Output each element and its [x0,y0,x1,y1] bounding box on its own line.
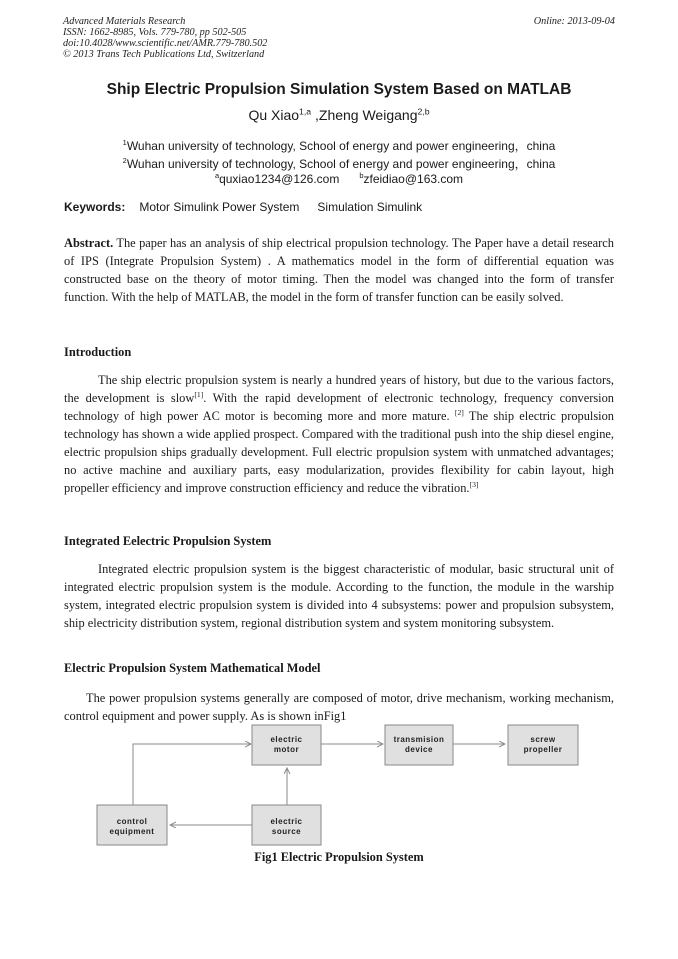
transmission-label-1: transmision [393,735,445,744]
affiliation-2-sup: 2 [122,156,127,165]
author-2: ,Zheng Weigang [311,107,418,123]
journal-issn: ISSN: 1662-8985, Vols. 779-780, pp 502-505 [63,27,247,38]
email-a: quxiao1234@126.com [219,172,340,186]
journal-doi: doi:10.4028/www.scientific.net/AMR.779-780.502 [63,38,268,49]
affiliation-2-text: Wuhan university of technology, School of energy and power engineering，china [126,157,556,171]
intro-text-1: The ship electric propulsion system is nearly a hundred years of history, but due to the various factors, the development is slow [64,373,614,405]
keywords [64,200,422,214]
transmission-device-box [385,725,453,765]
affiliation-2 [0,155,678,172]
abstract-text: The paper has an analysis of ship electrical propulsion technology. The Paper have a detail research of IPS (Integrate Propulsion System) . A mathematics model in the form of differential equation was constructed base on the theory of motor timing. Then the model was changed into the form of transfer function. With the help of MATLAB, the model in the form of transfer function can be easily solved. [64,236,614,304]
citation-1: [1] [194,389,204,399]
affiliation-1-text: Wuhan university of technology, School of energy and power engineering，china [126,139,556,153]
email-line [0,172,678,186]
source-label-1: electric [270,817,303,826]
propeller-label-1: screw [530,735,556,744]
figure-caption: Fig1 Electric Propulsion System [254,850,424,864]
model-heading: Electric Propulsion System Mathematical Model [64,661,321,675]
journal-header [63,16,267,60]
intro-text-3: The ship electric propulsion technology has shown a wide applied prospect. Compared with the traditional push into the ship diesel engine, electric propulsion ships gradually development. Full electric propulsion system with unmatched advantages; no active machine and auxiliary parts, easy modularization, provides flexibility for cabin layout, high propeller efficiency and improve construction efficiency and reduce the vibration. [64,409,614,495]
integrated-heading: Integrated Eelectric Propulsion System [64,534,272,548]
author-line [0,107,678,123]
keyword-1: Motor Simulink Power System [139,200,300,214]
affiliation-1 [0,137,678,154]
paper-title: Ship Electric Propulsion Simulation System Based on MATLAB [106,81,572,98]
keyword-2: Simulation Simulink [317,200,423,214]
citation-3: [3] [469,479,479,489]
control-label-1: control [116,817,148,826]
model-paragraph: The power propulsion systems generally are composed of motor, drive mechanism, working mechanism, control equipment and power supply. As is shown inFig1 [64,691,614,723]
control-to-motor-arrow [133,744,251,805]
email-b-sup: b [359,171,364,180]
source-label-2: source [271,827,302,836]
journal-name: Advanced Materials Research [63,16,186,27]
affiliation-1-sup: 1 [122,138,127,147]
email-a-sup: a [214,171,220,180]
email-b: zfeidiao@163.com [363,172,464,186]
keywords-label: Keywords: [64,200,126,214]
control-label-2: equipment [109,827,155,836]
electric-motor-box [252,725,321,765]
author-1-sup: 1,a [299,106,312,117]
abstract [64,234,614,306]
intro-text-2: . With the rapid development of electronic technology, frequency conversion technology of high power AC motor is becoming more and more mature. [64,391,614,423]
control-equipment-box [97,805,167,845]
propeller-label-2: propeller [523,745,563,754]
motor-label-2: motor [273,745,300,754]
electric-source-box [252,805,321,845]
journal-copyright: © 2013 Trans Tech Publications Ltd, Switzerland [63,49,265,60]
motor-label-1: electric [270,735,303,744]
online-date: Online: 2013-09-04 [533,16,615,27]
introduction-paragraph [64,371,614,497]
integrated-paragraph: Integrated electric propulsion system is the biggest characteristic of modular, basic structural unit of integrated electric propulsion system is the module. According to the function, the module in the warship system, integrated electric propulsion system is divided into 4 subsystems: power and propulsion subsystem, ship electricity distribution system, regional distribution system and system monitoring subsystem. [64,562,614,630]
screw-propeller-box [508,725,578,765]
abstract-label: Abstract. [64,236,114,250]
propulsion-diagram [0,718,678,848]
author-2-sup: 2,b [417,106,430,117]
citation-2: [2] [454,407,464,417]
introduction-heading: Introduction [64,345,132,359]
author-1: Qu Xiao [248,107,300,123]
transmission-label-2: device [405,745,433,754]
